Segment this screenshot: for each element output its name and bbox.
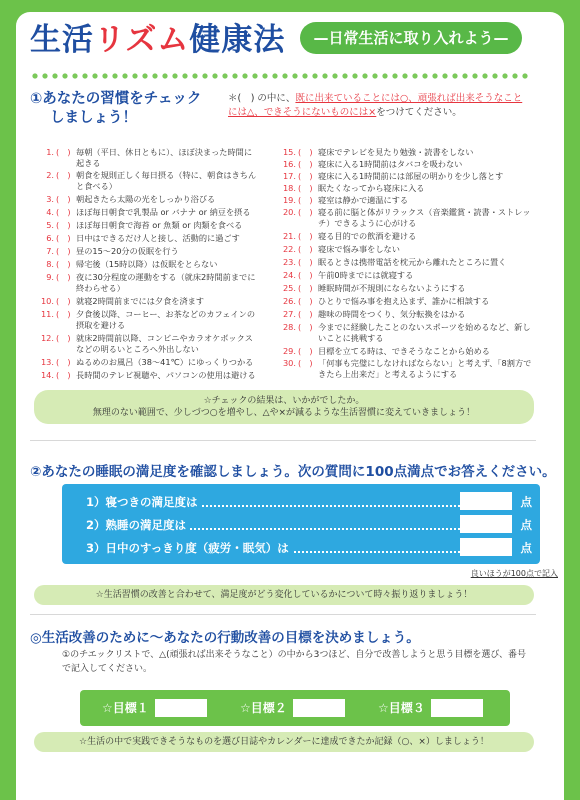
checklist-result-banner <box>34 390 534 424</box>
note-prefix: ＊( ) の中に、 <box>228 93 296 104</box>
item-number: 16. <box>282 159 296 169</box>
satisfaction-question-box <box>62 484 540 564</box>
check-mark-field[interactable]: ( ) <box>56 194 71 204</box>
check-mark-field[interactable]: ( ) <box>298 244 313 254</box>
question-label: 3）日中のすっきり度（疲労・眠気）は <box>86 538 293 558</box>
item-number: 9. <box>46 272 54 282</box>
item-number: 25. <box>282 283 296 293</box>
check-mark-field[interactable]: ( ) <box>56 147 71 157</box>
goal-1 <box>102 699 207 717</box>
check-mark-field[interactable]: ( ) <box>298 358 313 368</box>
answer-field-sleep-onset[interactable] <box>460 492 512 510</box>
item-number: 3. <box>46 194 54 204</box>
item-number: 14. <box>40 370 54 380</box>
item-text: ほぼ毎日朝食で海苔 or 魚類 or 肉類を食べる <box>76 220 243 230</box>
item-number: 29. <box>282 346 296 356</box>
item-text: 寝床で悩み事をしない <box>318 244 400 254</box>
item-text: 寝床に入る1時間前には部屋の明かりを少し落とす <box>318 171 504 181</box>
check-mark-field[interactable]: ( ) <box>298 270 313 280</box>
title-part1: 生活 <box>30 22 94 58</box>
item-text: 昼の15～20分の仮眠を行う <box>76 246 179 256</box>
item-number: 15. <box>282 147 296 157</box>
check-mark-field[interactable]: ( ) <box>56 333 71 343</box>
item-number: 23. <box>282 257 296 267</box>
check-mark-field[interactable]: ( ) <box>56 233 71 243</box>
item-text: 眠るときは携帯電話を枕元から離れたところに置く <box>318 257 507 267</box>
check-mark-field[interactable]: ( ) <box>298 346 313 356</box>
item-text: 夜に30分程度の運動をする（就床2時間前までに終わらせる） <box>76 272 256 293</box>
reflection-banner: ☆生活習慣の改善と合わせて、満足度がどう変化しているかについて時々振り返りましょう！ <box>34 585 534 605</box>
check-mark-field[interactable]: ( ) <box>298 309 313 319</box>
check-mark-field[interactable]: ( ) <box>56 207 71 217</box>
item-text: 寝床でテレビを見たり勉強・読書をしない <box>318 147 474 157</box>
item-text: 「何事も完璧にしなければならない」と考えず、「8割方できたら上出来だ」と考えるようにする <box>318 358 532 379</box>
item-number: 1. <box>46 147 54 157</box>
item-text: 日中はできるだけ人と接し、活動的に過ごす <box>76 233 240 243</box>
goal-field-2[interactable] <box>293 699 345 717</box>
item-number: 21. <box>282 231 296 241</box>
check-mark-field[interactable]: ( ) <box>56 357 71 367</box>
page-title <box>30 14 285 59</box>
item-text: 寝床に入る1時間前はタバコを吸わない <box>318 159 463 169</box>
item-text: ほぼ毎日朝食で乳製品 or バナナ or 納豆を摂る <box>76 207 251 217</box>
item-text: ぬるめのお風呂（38～41℃）にゆっくりつかる <box>76 357 254 367</box>
answer-field-daytime-clarity[interactable] <box>460 538 512 556</box>
checklist-instruction <box>228 92 530 120</box>
item-number: 12. <box>40 333 54 343</box>
unit-label: 点 <box>520 495 532 509</box>
check-mark-field[interactable]: ( ) <box>298 183 313 193</box>
section1-heading <box>30 90 230 128</box>
item-number: 26. <box>282 296 296 306</box>
item-number: 5. <box>46 220 54 230</box>
record-banner: ☆生活の中で実践できそうなものを選び日誌やカレンダーに達成できたか記録（○、×）しましょう！ <box>34 732 534 752</box>
title-part2: リズム <box>94 22 190 58</box>
check-mark-field[interactable]: ( ) <box>298 231 313 241</box>
check-mark-field[interactable]: ( ) <box>298 171 313 181</box>
goal-2 <box>240 699 345 717</box>
checklist-left <box>30 147 258 397</box>
subtitle-pill: —日常生活に取り入れよう— <box>300 22 522 54</box>
item-text: 眠たくなってから寝床に入る <box>318 183 425 193</box>
item-text: 就寝2時間前までには夕食を済ます <box>76 296 205 306</box>
item-text: 就床2時間前以降、コンビニやカラオケボックスなどの明るいところへ外出しない <box>76 333 253 354</box>
item-number: 24. <box>282 270 296 280</box>
check-mark-field[interactable]: ( ) <box>56 296 71 306</box>
section-divider <box>30 614 536 615</box>
note-suffix: をつけてください。 <box>376 107 462 118</box>
check-mark-field[interactable]: ( ) <box>56 259 71 269</box>
goal-field-3[interactable] <box>431 699 483 717</box>
question-sleep-onset <box>86 492 536 512</box>
check-mark-field[interactable]: ( ) <box>56 272 71 282</box>
section2-heading: ②あなたの睡眠の満足度を確認しましょう。次の質問に100点満点でお答えください。 <box>30 464 556 480</box>
item-text: 毎朝（平日、休日ともに）、ほぼ決まった時間に起きる <box>76 147 253 168</box>
goal-label: ☆目標３ <box>378 701 425 715</box>
item-text: 帰宅後（15時以降）は仮眠をとらない <box>76 259 218 269</box>
item-number: 27. <box>282 309 296 319</box>
item-text: 長時間のテレビ視聴や、パソコンの使用は避ける <box>76 370 256 380</box>
item-text: 朝食を規則正しく毎日摂る（特に、朝食はきちんと食べる） <box>76 170 257 191</box>
check-mark-field[interactable]: ( ) <box>56 246 71 256</box>
item-text: 寝る目的での飲酒を避ける <box>318 231 417 241</box>
checklist-right <box>272 147 534 397</box>
result-line2: 無理のない範囲で、少しづつ○を増やし、△や×が減るような生活習慣に変えていきましょう！ <box>92 408 476 418</box>
goal-3 <box>378 699 483 717</box>
item-text: 睡眠時間が不規則にならないようにする <box>318 283 466 293</box>
section-divider <box>30 440 536 441</box>
item-number: 10. <box>40 296 54 306</box>
check-mark-field[interactable]: ( ) <box>298 322 313 332</box>
scoring-footnote: 良いほうが100点で記入 <box>470 569 558 578</box>
dotted-divider <box>30 72 530 80</box>
check-mark-field[interactable]: ( ) <box>298 257 313 267</box>
check-mark-field[interactable]: ( ) <box>298 207 313 217</box>
item-number: 22. <box>282 244 296 254</box>
result-line1: ☆チェックの結果は、いかがでしたか。 <box>203 396 365 406</box>
item-text: 趣味の時間をつくり、気分転換をはかる <box>318 309 466 319</box>
goal-label: ☆目標１ <box>102 701 149 715</box>
check-mark-field[interactable]: ( ) <box>298 283 313 293</box>
question-deep-sleep <box>86 515 536 535</box>
section1-heading-line2: しましょう！ <box>50 110 137 126</box>
check-mark-field[interactable]: ( ) <box>56 370 71 380</box>
question-label: 1）寝つきの満足度は <box>86 492 202 512</box>
item-number: 28. <box>282 322 296 332</box>
item-number: 6. <box>46 233 54 243</box>
answer-field-deep-sleep[interactable] <box>460 515 512 533</box>
item-text: 寝る前に脳と体がリラックス（音楽鑑賞・読書・ストレッチ）できるように心がける <box>318 207 531 228</box>
unit-label: 点 <box>520 518 532 532</box>
item-number: 4. <box>46 207 54 217</box>
item-text: ひとりで悩み事を抱え込まず、誰かに相談する <box>318 296 490 306</box>
item-number: 18. <box>282 183 296 193</box>
check-mark-field[interactable]: ( ) <box>56 309 71 319</box>
item-text: 午前0時までには就寝する <box>318 270 414 280</box>
item-text: 寝室は静かで適温にする <box>318 195 409 205</box>
item-text: 今までに経験したことのないスポーツを始めるなど、新しいことに挑戦する <box>318 322 531 343</box>
note-highlight: 既に出来ていることには○、頑張れば出来そうなことには△、できそうにないものには× <box>228 93 523 118</box>
item-number: 7. <box>46 246 54 256</box>
unit-label: 点 <box>520 541 532 555</box>
section1-heading-line1: ①あなたの習慣をチェック <box>30 91 202 107</box>
item-number: 30. <box>282 358 296 368</box>
check-mark-field[interactable]: ( ) <box>298 195 313 205</box>
item-number: 2. <box>46 170 54 180</box>
item-number: 17. <box>282 171 296 181</box>
goal-label: ☆目標２ <box>240 701 287 715</box>
check-mark-field[interactable]: ( ) <box>56 220 71 230</box>
item-number: 19. <box>282 195 296 205</box>
goal-field-1[interactable] <box>155 699 207 717</box>
item-number: 8. <box>46 259 54 269</box>
title-part3: 健康法 <box>189 22 286 58</box>
question-daytime-clarity <box>86 538 536 558</box>
goal-instruction: ①のチエックリストで、△(頑張れば出来そうなこと）の中から3つほど、自分で改善しようと思う目標を選び、番号で記入してください。 <box>62 650 526 674</box>
check-mark-field[interactable]: ( ) <box>298 296 313 306</box>
question-label: 2）熟睡の満足度は <box>86 515 190 535</box>
item-number: 20. <box>282 207 296 217</box>
item-number: 11. <box>40 309 54 319</box>
goal-input-box <box>80 690 510 726</box>
check-mark-field[interactable]: ( ) <box>298 159 313 169</box>
item-number: 13. <box>40 357 54 367</box>
item-text: 夕食後以降、コーヒー、お茶などのカフェインの摂取を避ける <box>76 309 256 330</box>
section3-heading: ◎生活改善のために～あなたの行動改善の目標を決めましょう。 <box>30 630 420 646</box>
check-mark-field[interactable]: ( ) <box>298 147 313 157</box>
check-mark-field[interactable]: ( ) <box>56 170 71 180</box>
item-text: 朝起きたら太陽の光をしっかり浴びる <box>76 194 216 204</box>
item-text: 目標を立てる時は、できそうなことから始める <box>318 346 490 356</box>
